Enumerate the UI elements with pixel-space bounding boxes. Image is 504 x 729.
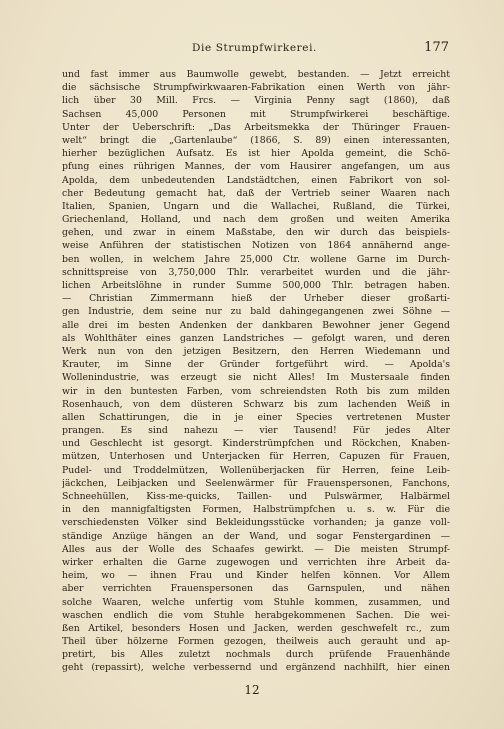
page-number: 177 [424,40,449,55]
text-line: die sächsische Strumpfwirkwaaren-Fabrikation einen Werth von jähr- [62,82,450,94]
text-line: waschen endlich die vom Stuhle herabgekommenen Sachen. Die wei- [62,609,450,621]
text-line: solche Waaren, welche unfertig vom Stuhle kommen, zusammen, und [62,596,450,608]
text-line: Unter der Ueberschrift: „Das Arbeitsmekka der Thüringer Frauen- [62,121,450,133]
text-line: alle drei im besten Andenken der dankbaren Bewohner jener Gegend [62,319,450,331]
text-line: pfung eines rührigen Mannes, der vom Hausirer angefangen, um aus [62,161,450,173]
text-line: cher Bedeutung gemacht hat, daß der Vertrieb seiner Waaren nach [62,187,450,199]
text-line: in den mannigfaltigsten Formen, Halbstrümpfchen u. s. w. Für die [62,504,450,516]
page-header [60,40,449,58]
text-line: weise Anführen der statistischen Notizen von 1864 annähernd ange- [62,240,450,252]
text-line: Griechenland, Holland, und nach dem großen und weiten Amerika [62,214,450,226]
text-line: allen Schattirungen, die in je einer Species vertretenen Muster [62,411,450,423]
text-line: jäckchen, Leibjacken und Seelenwärmer für Frauenspersonen, Fanchons, [62,477,450,489]
text-line: Sachsen 45,000 Personen mit Strumpfwirkerei beschäftige. [62,108,450,120]
text-line: geht (repassirt), welche verbessernd und ergänzend nachhilft, hier einen [62,662,450,674]
text-line: und fast immer aus Baumwolle gewebt, bestanden. — Jetzt erreicht [62,69,450,80]
text-line: Wollenindustrie, was erzeugt sie nicht Alles! Im Mustersaale finden [62,372,450,384]
text-line: schnittspreise von 3,750,000 Thlr. verarbeitet wurden und die jähr- [62,266,450,278]
text-line: Pudel- und Troddelmützen, Wollenüberjacken für Herren, feine Leib- [62,464,450,476]
text-line: hierher bezüglichen Aufsatz. Es ist hier Apolda gemeint, die Schö- [62,148,450,160]
text-line: lichen Arbeitslöhne in runder Summe 500,000 Thlr. betragen haben. [62,280,450,291]
text-line: gen Industrie, dem seine nur zu bald dahingegangenen zwei Söhne — [62,306,450,318]
text-line: Schneehüllen, Kiss-me-quicks, Taillen- und Pulswärmer, Halbärmel [62,491,450,502]
text-line: und Geschlecht ist gesorgt. Kinderstrümpfchen und Röckchen, Knaben- [62,438,450,450]
text-line: ßen Artikel, besonders Hosen und Jacken, werden geschwefelt rc., zum [62,622,450,634]
text-line: mützen, Unterhosen und Unterjacken für Herren, Capuzen für Frauen, [62,451,450,463]
text-line: Werk nun von den jetzigen Besitzern, den Herren Wiedemann und [62,345,450,357]
text-line: Krauter, im Sinne der Gründer fortgeführt wird. — Apolda's [62,359,450,371]
text-line: aber verrichten Frauenspersonen das Garnspulen, und nähen [62,583,450,595]
text-line: Apolda, dem unbedeutenden Landstädtchen, einen Fabrikort von sol- [62,174,450,186]
text-line: gehen, und zwar in einem Maßstabe, den wir durch das beispiels- [62,227,450,239]
body-text [62,68,450,675]
text-line: wir in den buntesten Farben, vom schreiendsten Roth bis zum milden [62,385,450,397]
text-line: verschiedensten Völker sind Bekleidungsstücke vorhanden; ja ganze voll- [62,517,450,529]
text-line: ständige Anzüge hängen an der Wand, und sogar Fenstergardinen — [62,530,450,542]
text-line: als Wohlthäter eines ganzen Landstriches — gefolgt waren, und deren [62,332,450,344]
text-line: wirker erhalten die Garne zugewogen und verrichten ihre Arbeit da- [62,556,450,568]
printer-signature: 12 [244,683,260,697]
text-line: ben wollen, in welchem Jahre 25,000 Ctr. wollene Garne im Durch- [62,253,450,265]
text-line: — Christian Zimmermann hieß der Urheber dieser großarti- [62,293,450,305]
text-line: prangen. Es sind nahezu — vier Tausend! Für jedes Alter [62,425,450,437]
running-title: Die Strumpfwirkerei. [192,42,317,54]
text-line: Italien, Spanien, Ungarn und die Wallachei, Rußland, die Türkei, [62,200,450,212]
text-line: Rosenhauch, von dem düsteren Schwarz bis zum lachenden Weiß in [62,398,450,410]
text-line: pretirt, bis Alles zuletzt nochmals durch prüfende Frauenhände [62,649,450,661]
text-line: Theil über hölzerne Formen gezogen, theilweis auch gerauht und ap- [62,636,450,648]
text-line: heim, wo — ihnen Frau und Kinder helfen können. Vor Allem [62,570,450,582]
text-line: Alles aus der Wolle des Schaafes gewirkt. — Die meisten Strumpf- [62,543,450,555]
text-line: welt“ bringt die „Gartenlaube“ (1866, S. 89) einen interessanten, [62,134,450,146]
text-line: lich über 30 Mill. Frcs. — Virginia Penny sagt (1860), daß [62,95,450,107]
